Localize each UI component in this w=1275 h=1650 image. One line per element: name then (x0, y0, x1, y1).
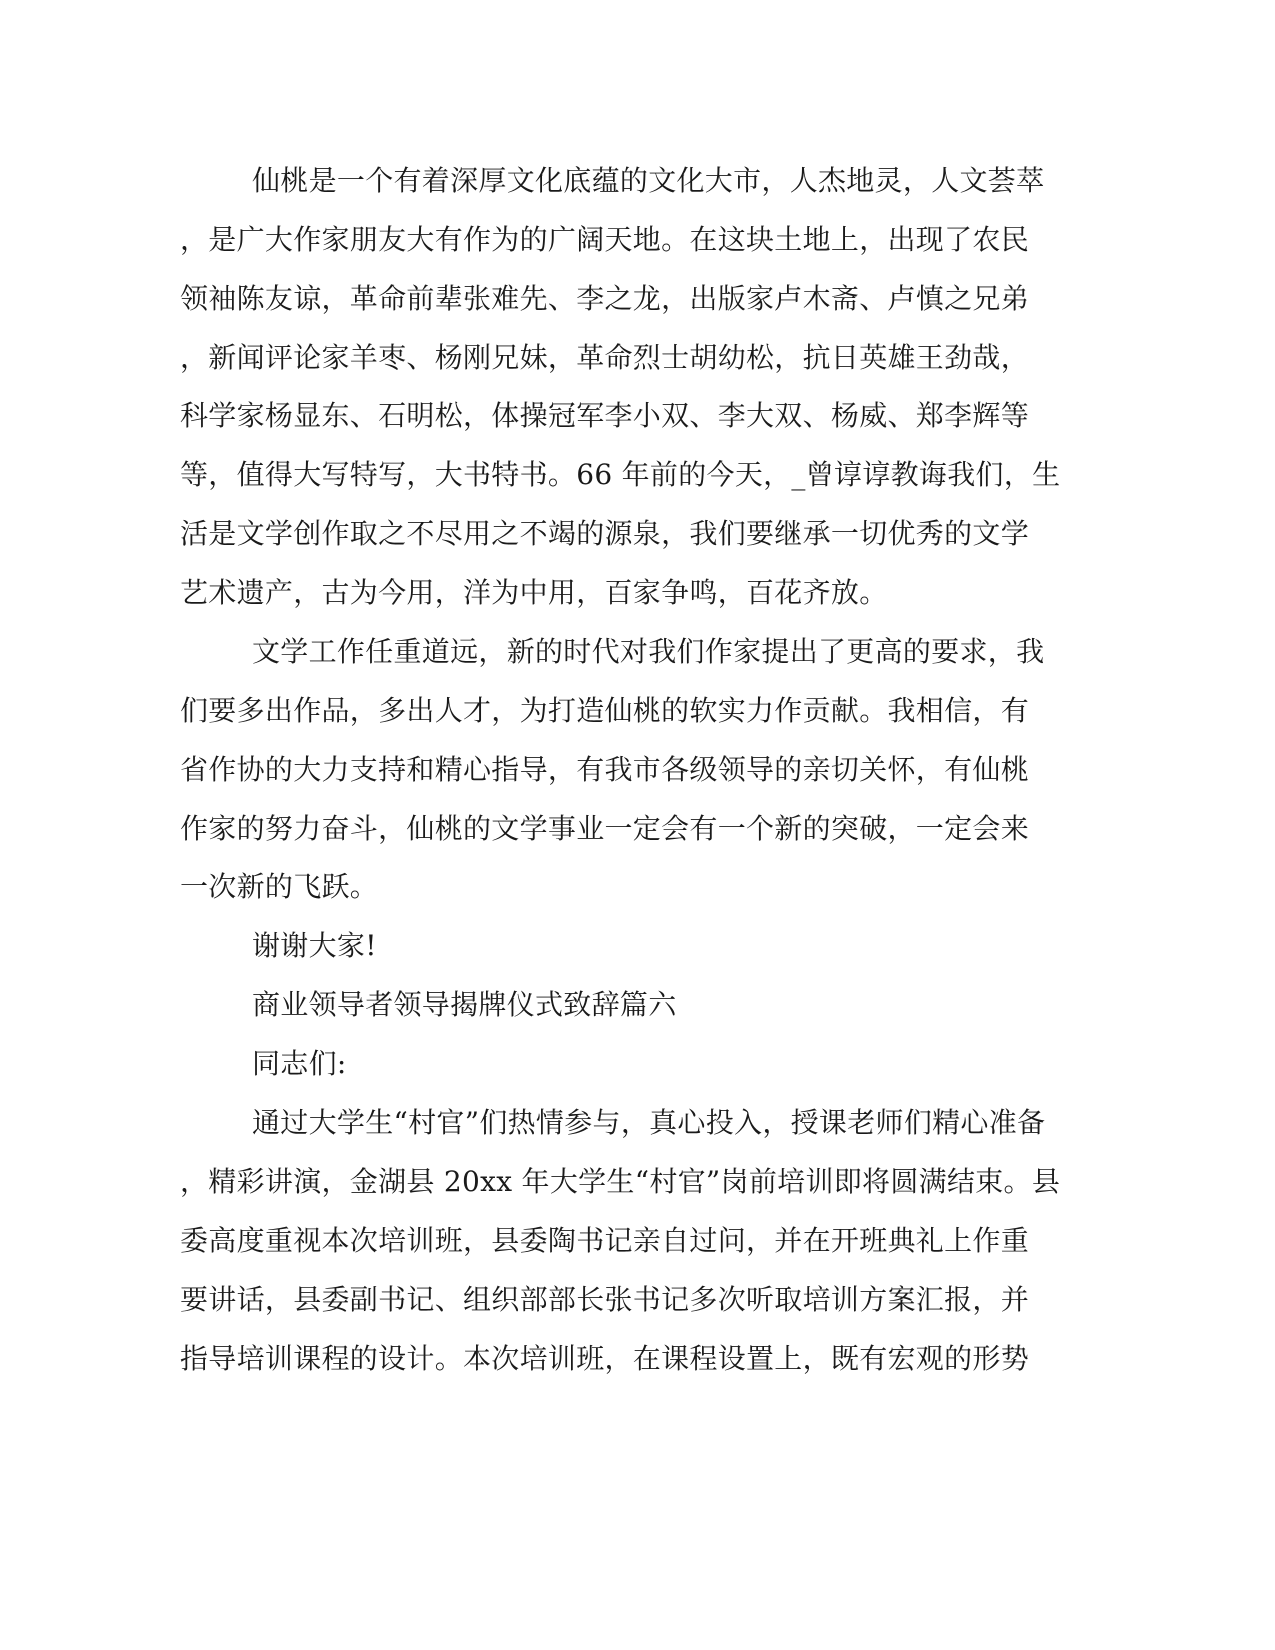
text-line (0, 338, 1275, 378)
line-text: 文学工作任重道远，新的时代对我们作家提出了更高的要求，我 (252, 635, 1045, 668)
line-text: 同志们: (252, 1047, 347, 1080)
text-line (0, 1162, 1275, 1202)
line-text: 作家的努力奋斗，仙桃的文学事业一定会有一个新的突破，一定会来 (180, 812, 1030, 845)
line-text: 商业领导者领导揭牌仪式致辞篇六 (252, 988, 677, 1021)
text-line (0, 632, 1275, 672)
text-line (0, 1044, 1275, 1084)
text-line (0, 1339, 1275, 1379)
line-text: 指导培训课程的设计。本次培训班，在课程设置上，既有宏观的形势 (180, 1342, 1030, 1375)
text-line (0, 1280, 1275, 1320)
line-text: 通过大学生“村官”们热情参与，真心投入，授课老师们精心准备 (252, 1106, 1046, 1139)
line-text: ，是广大作家朋友大有作为的广阔天地。在这块土地上，出现了农民 (180, 223, 1030, 256)
text-line (0, 455, 1275, 495)
text-line (0, 1103, 1275, 1143)
text-line (0, 1221, 1275, 1261)
line-text: 谢谢大家! (252, 929, 377, 962)
line-text: 领袖陈友谅，革命前辈张难先、李之龙，出版家卢木斋、卢慎之兄弟 (180, 282, 1030, 315)
text-line (0, 867, 1275, 907)
line-text: 要讲话，县委副书记、组织部部长张书记多次听取培训方案汇报，并 (180, 1283, 1030, 1316)
text-line (0, 514, 1275, 554)
line-text: 活是文学创作取之不尽用之不竭的源泉，我们要继承一切优秀的文学 (180, 517, 1030, 550)
text-line (0, 926, 1275, 966)
line-text: 科学家杨显东、石明松，体操冠军李小双、李大双、杨威、郑李辉等 (180, 399, 1030, 432)
line-text: 等，值得大写特写，大书特书。66 年前的今天，_曾谆谆教诲我们，生 (180, 458, 1061, 491)
text-line (0, 750, 1275, 790)
line-text: ，精彩讲演，金湖县 20xx 年大学生“村官”岗前培训即将圆满结束。县 (180, 1165, 1061, 1198)
text-line (0, 573, 1275, 613)
line-text: 仙桃是一个有着深厚文化底蕴的文化大市，人杰地灵，人文荟萃 (252, 164, 1045, 197)
line-text: 艺术遗产，古为今用，洋为中用，百家争鸣，百花齐放。 (180, 576, 888, 609)
line-text: 委高度重视本次培训班，县委陶书记亲自过问，并在开班典礼上作重 (180, 1224, 1030, 1257)
text-line (0, 396, 1275, 436)
text-line (0, 161, 1275, 201)
text-line (0, 279, 1275, 319)
text-line (0, 809, 1275, 849)
text-line (0, 691, 1275, 731)
line-text: 一次新的飞跃。 (180, 870, 379, 903)
line-text: 们要多出作品，多出人才，为打造仙桃的软实力作贡献。我相信，有 (180, 694, 1030, 727)
line-text: ，新闻评论家羊枣、杨刚兄妹，革命烈士胡幼松，抗日英雄王劲哉， (180, 341, 1030, 374)
text-line (0, 220, 1275, 260)
line-text: 省作协的大力支持和精心指导，有我市各级领导的亲切关怀，有仙桃 (180, 753, 1030, 786)
section-heading (0, 985, 1275, 1025)
